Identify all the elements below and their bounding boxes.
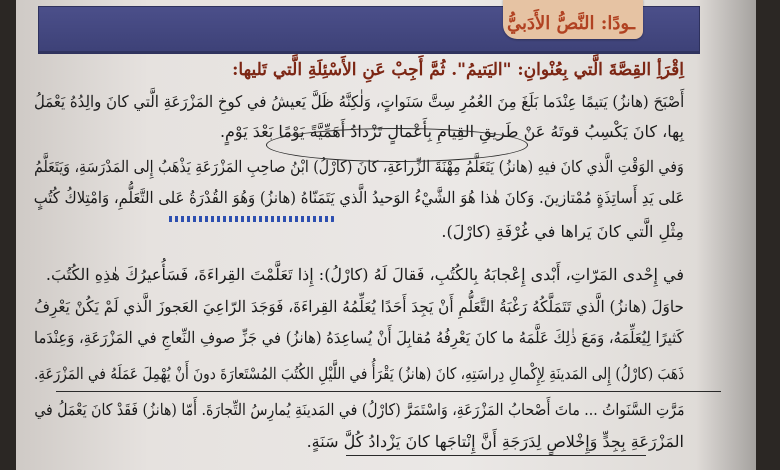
reading-instruction: اِقْرَأِ القِصَّةَ الَّتي بِعُنْوانِ: "اليَتيمُ". ثُمَّ أَجِبْ عَنِ الأَسْئِلَةِ الَّتي تَليها: <box>232 60 684 80</box>
textbook-page <box>16 0 756 470</box>
pen-underline <box>56 391 721 392</box>
story-line-6: في إِحْدى المَرّاتِ، أَبْدى إِعْجابَهُ بِالكُتُبِ، فَقالَ لَهُ (كارْلُ): إِذا تَعَلَّمْتَ القِراءَةَ، فَسَأُعيرُكَ هٰذِهِ الكُتُبَ. <box>45 265 684 284</box>
hand-drawn-oval-annotation <box>266 128 528 162</box>
story-line-4: عَلى يَدِ أَساتِذَةٍ مُمْتازينَ. وَكانَ هٰذا هُوَ الشَّيْءُ الوَحيدُ الَّذي يَتَمَنّاهُ (هانزُ) وَهُوَ القُدْرَةُ عَلى التَّعَلُّمِ، وَامْتِلاكُ كُتُبٍ <box>33 188 684 207</box>
story-line-11: المَزْرَعَةِ بِجِدٍّ وَإِخْلاصٍ لِدَرَجَةِ أَنَّ إِنْتاجَها كانَ يَزْدادُ كُلَّ سَنَةٍ. <box>306 432 684 451</box>
story-line-10: مَرَّتِ السَّنَواتُ ... ماتَ أَصْحابُ المَزْرَعَةِ، وَاسْتَمَرَّ (كارْلُ) في المَدينَةِ يُمارِسُ التِّجارَةَ. أَمّا (هانزُ) فَقَدْ كانَ يَعْمَلُ في <box>33 400 684 419</box>
page-edge-shadow <box>696 0 756 470</box>
story-line-3: وَفي الوَقْتِ الَّذي كانَ فيهِ (هانزُ) يَتَعَلَّمُ مِهْنَةَ الزِّراعَةِ، كانَ (كارْلُ) ابْنُ صاحِبِ المَزْرَعَةِ يَذْهَبُ إِلى المَدْرَسَةِ، وَيَتَعَلَّمُ <box>34 157 684 176</box>
pen-underline-short <box>346 455 646 456</box>
header-band <box>38 6 700 54</box>
story-line-5: مِثْلِ الَّتي كانَ يَراها في غُرْفَةِ (كارْلَ). <box>441 222 684 241</box>
story-line-8: كَثيرًا لِيُعَلِّمَهُ، وَمَعَ ذٰلِكَ عَلَّمَهُ ما كانَ يَعْرِفُهُ مُقابِلَ أَنْ يُساعِدَهُ (هانزُ) في جَزِّ صوفِ النِّعاجِ في المَزْرَعَةِ، وَعِنْدَما <box>34 328 684 347</box>
blue-wavy-underline <box>166 216 336 222</box>
section-title: ـودًا: النَّصُّ الأَدَبيُّ <box>506 13 635 34</box>
story-line-1: أَصْبَحَ (هانزُ) يَتيمًا عِنْدَما بَلَغَ مِنَ العُمُرِ سِتَّ سَنَواتٍ، وَلٰكِنَّهُ ظَلَّ يَعيشُ في كوخِ المَزْرَعَةِ الَّتي كانَ والِدُهُ يَعْمَلُ <box>33 92 684 111</box>
story-line-7: حاوَلَ (هانزُ) الَّذي تَتَمَلَّكُهُ رَغْبَةُ التَّعَلُّمِ أَنْ يَجِدَ أَحَدًا يُعَلِّمُهُ القِراءَةَ، فَوَجَدَ الرّاعِيَ العَجوزَ الَّذي لَمْ يَكُنْ يَعْرِفُ <box>34 297 684 316</box>
story-line-9: ذَهَبَ (كارْلُ) إِلى المَدينَةِ لِإِكْمالِ دِراسَتِهِ، كانَ (هانزُ) يَقْرَأُ في اللَّيْلِ الكُتُبَ المُسْتَعارَةَ دونَ أَنْ يُهْمِلَ عَمَلَهُ في المَزْرَعَةِ. <box>33 364 684 383</box>
story-line-2: بِها، كانَ يَكْسِبُ قوتَهُ عَنْ طَريقِ القِيامِ بِأَعْمالٍ تَزْدادُ أَهَمِّيَّةً يَوْمًا بَعْدَ يَوْمٍ. <box>219 122 684 141</box>
